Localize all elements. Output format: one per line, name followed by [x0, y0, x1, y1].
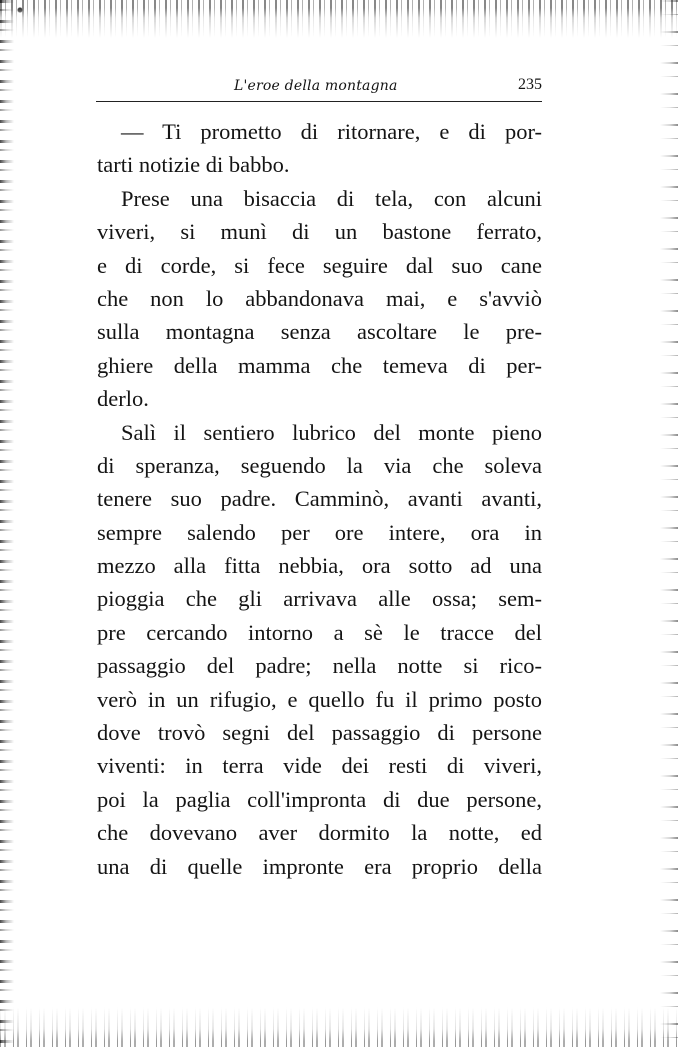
scan-edge-bottom — [0, 1005, 678, 1047]
text-line: Prese una bisaccia di tela, con alcuni — [121, 185, 542, 211]
scan-edge-top — [0, 0, 678, 40]
text-line: dove trovò segni del passaggio di persone — [97, 720, 542, 746]
text-line: tenere suo padre. Camminò, avanti avanti, — [97, 486, 542, 512]
text-line: viventi: in terra vide dei resti di viveri, — [97, 753, 542, 779]
text-line: che dovevano aver dormito la notte, ed — [97, 820, 542, 846]
text-line: che non lo abbandonava mai, e s'avviò — [97, 285, 542, 311]
text-line: verò in un rifugio, e quello fu il primo posto — [97, 686, 542, 712]
text-line: — Ti prometto di ritornare, e di por- — [121, 119, 542, 144]
text-line: mezzo alla fitta nebbia, ora sotto ad una — [97, 553, 542, 579]
text-line: pioggia che gli arrivava alle ossa; sem- — [97, 586, 542, 612]
text-line: viveri, si munì di un bastone ferrato, — [97, 219, 542, 245]
text-line: passaggio del padre; nella notte si rico- — [97, 653, 542, 679]
text-line: sulla montagna senza ascoltare le pre- — [97, 319, 542, 345]
text-line: sempre salendo per ore intere, ora in — [97, 519, 542, 545]
text-line: Salì il sentiero lubrico del monte pieno — [121, 419, 542, 445]
text-line: derlo. — [97, 386, 149, 412]
text-line: poi la paglia coll'impronta di due persone, — [97, 786, 542, 812]
page-header — [96, 76, 542, 98]
text-line: pre cercando intorno a sè le tracce del — [97, 619, 542, 645]
header-rule — [96, 101, 542, 102]
text-line: e di corde, si fece seguire dal suo cane — [97, 252, 542, 278]
text-line: tarti notizie di babbo. — [97, 152, 290, 178]
scan-edge-left — [0, 0, 14, 1047]
scan-edge-right — [660, 0, 678, 1047]
text-line: una di quelle impronte era proprio della — [97, 853, 542, 879]
running-title: L'eroe della montagna — [234, 78, 398, 94]
page-number: 235 — [518, 76, 542, 93]
body-text — [97, 115, 542, 883]
text-line: di speranza, seguendo la via che soleva — [97, 452, 542, 478]
text-line: ghiere della mamma che temeva di per- — [97, 352, 542, 378]
